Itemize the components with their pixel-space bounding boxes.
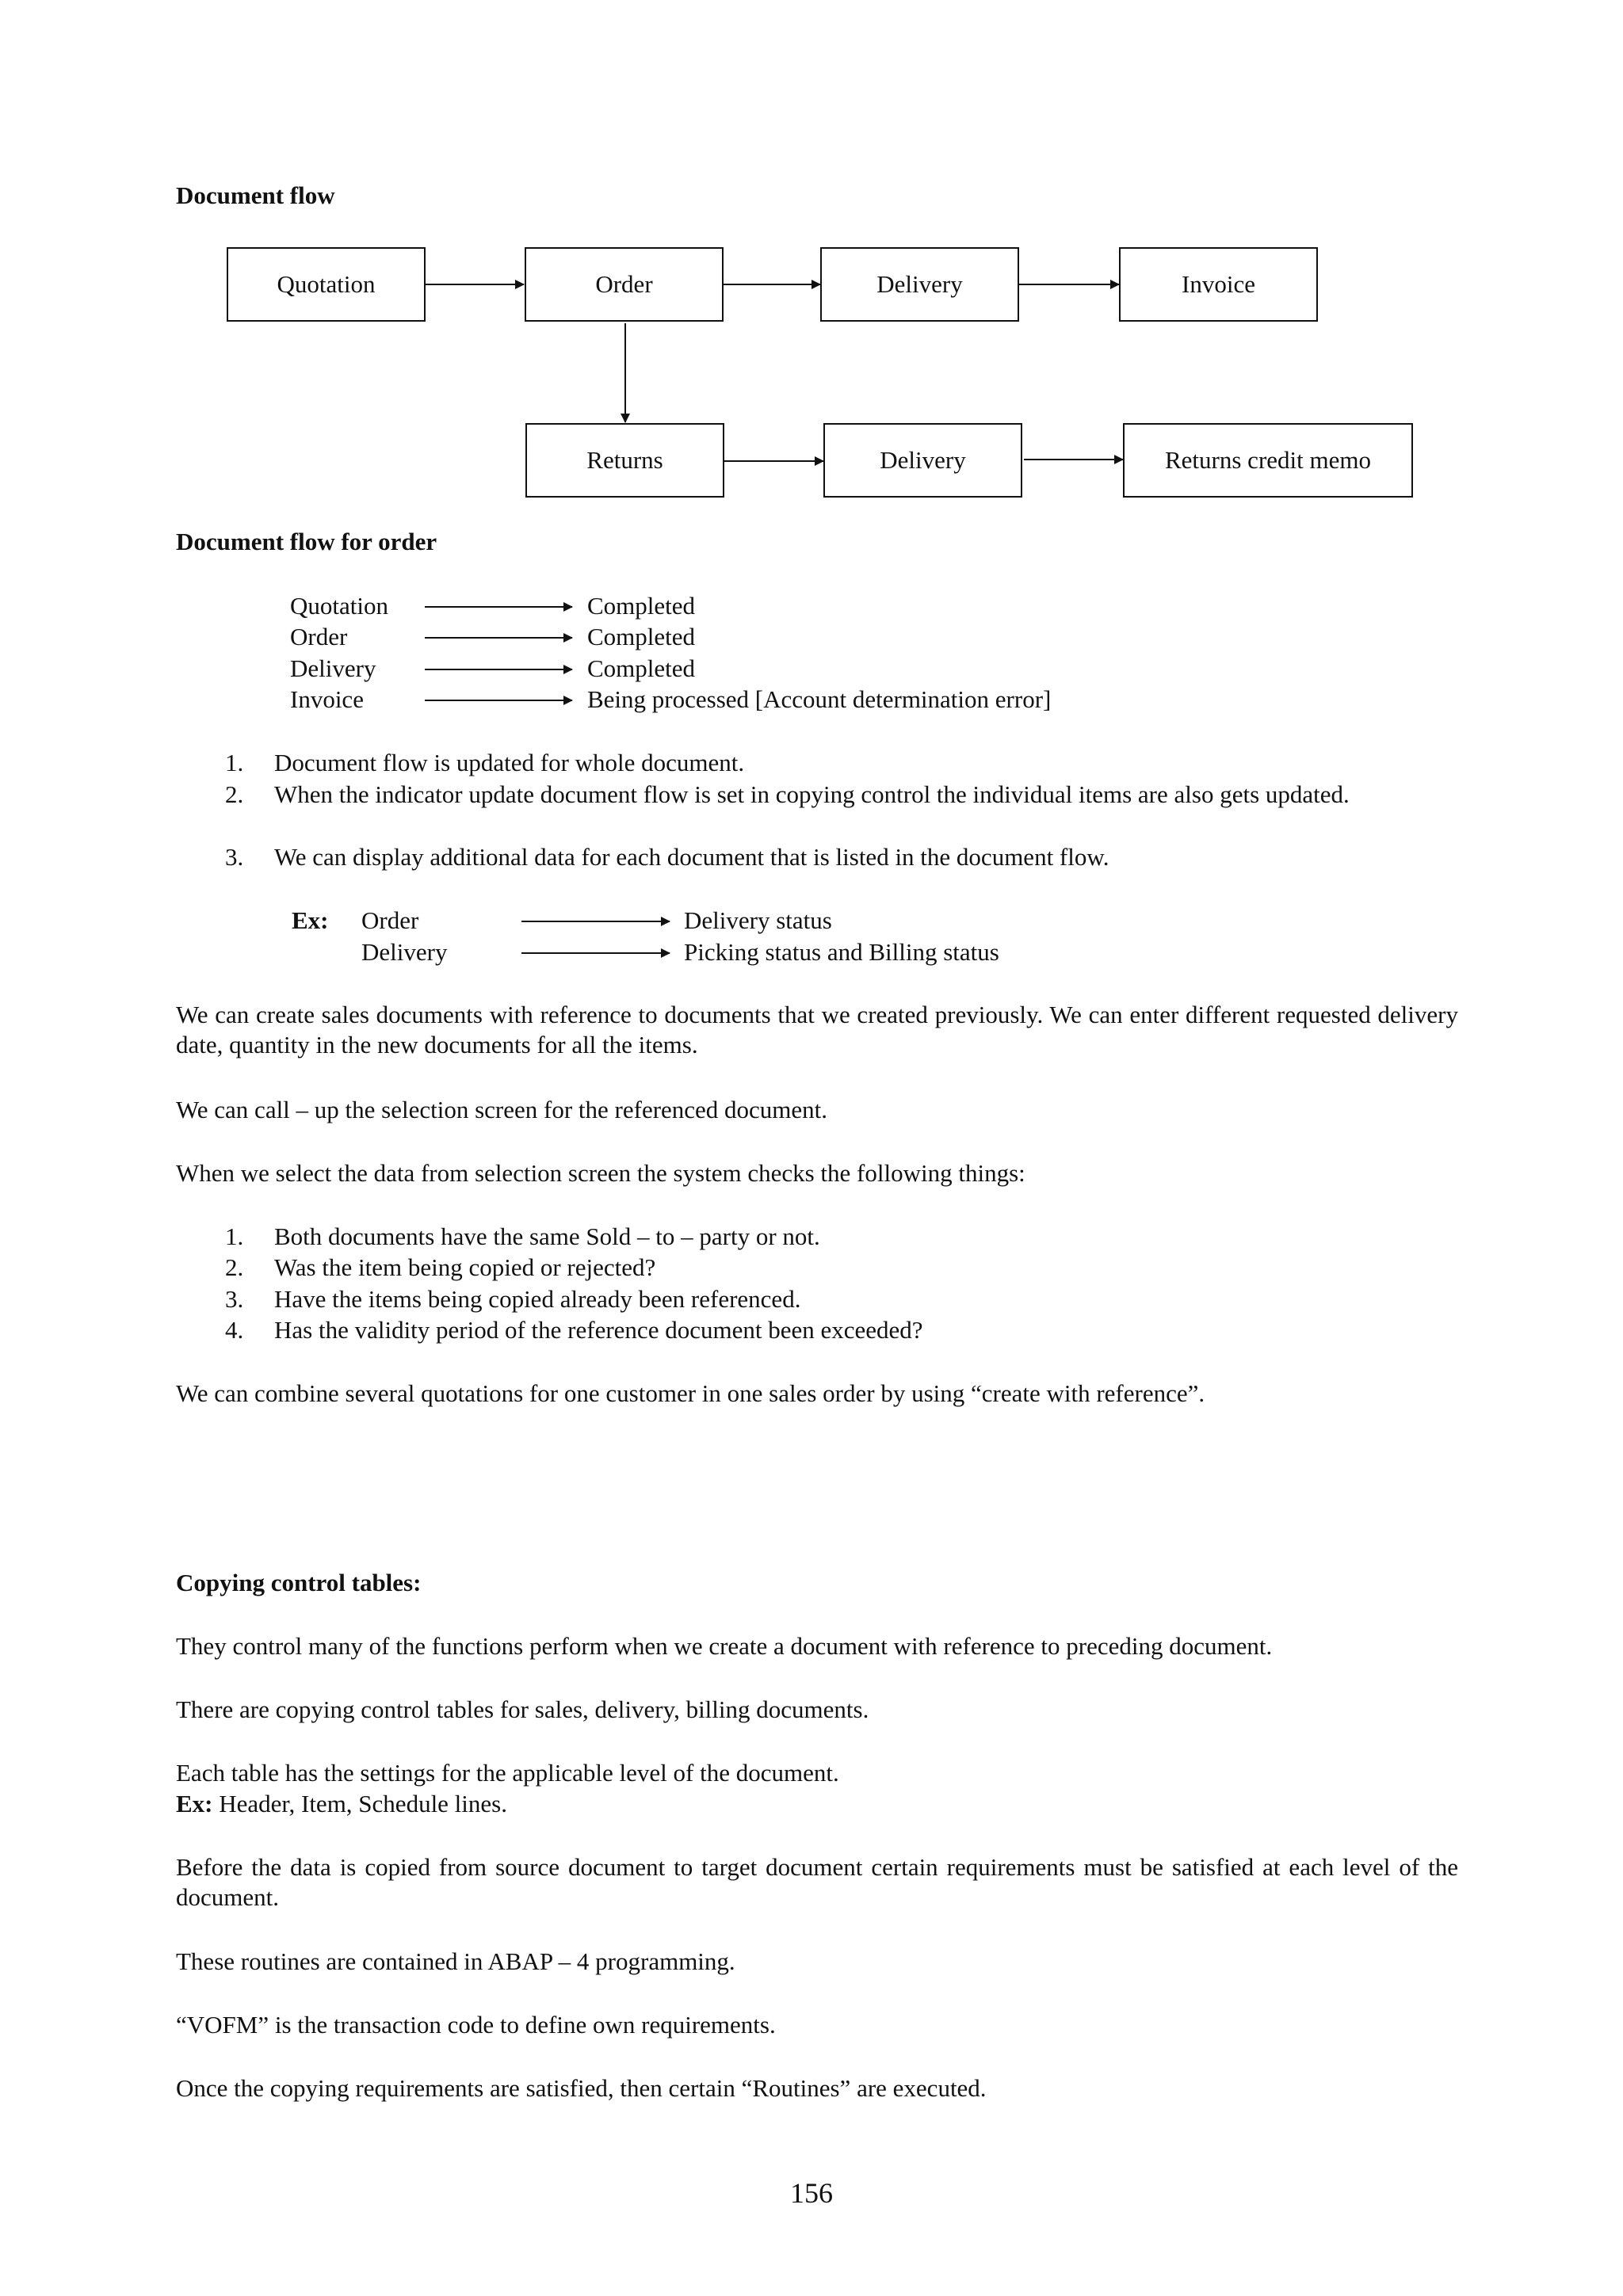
list-item: Has the validity period of the reference document been exceeded? bbox=[274, 1316, 923, 1344]
paragraph: They control many of the functions perform when we create a document with reference to preceding document. bbox=[176, 1632, 1273, 1660]
paragraph: “VOFM” is the transaction code to define own requirements. bbox=[176, 2011, 776, 2039]
order-flow-status: Completed bbox=[587, 654, 696, 682]
order-flow-doc: Invoice bbox=[290, 685, 364, 713]
paragraph: We can combine several quotations for one customer in one sales order by using “create with reference”. bbox=[176, 1379, 1205, 1407]
paragraph: We can create sales documents with reference to documents that we created previously. We can enter different requested delivery date, quantity in the new documents for all the items. bbox=[176, 1001, 1458, 1058]
flow-box-delivery: Delivery bbox=[820, 247, 1019, 322]
list-number: 4. bbox=[225, 1316, 244, 1344]
paragraph: We can call – up the selection screen for the referenced document. bbox=[176, 1096, 828, 1123]
paragraph: Before the data is copied from source document to target document certain requirements must be satisfied at each level of the document. bbox=[176, 1853, 1458, 1911]
example-label: Ex: bbox=[176, 1790, 213, 1817]
flow-box-invoice: Invoice bbox=[1119, 247, 1318, 322]
flow-box-returns: Returns bbox=[525, 423, 724, 498]
flow-box-quotation: Quotation bbox=[227, 247, 426, 322]
list-item: Both documents have the same Sold – to – party or not. bbox=[274, 1222, 820, 1250]
example-doc: Order bbox=[361, 906, 419, 934]
order-flow-doc: Order bbox=[290, 623, 348, 650]
example-status: Delivery status bbox=[684, 906, 832, 934]
section-heading-copying-control-tables: Copying control tables: bbox=[176, 1569, 422, 1596]
list-item: Document flow is updated for whole document. bbox=[274, 749, 745, 776]
flow-box-returns-credit-memo: Returns credit memo bbox=[1123, 423, 1413, 498]
order-flow-status: Completed bbox=[587, 592, 696, 620]
order-flow-status: Completed bbox=[587, 623, 696, 650]
list-item: Have the items being copied already been referenced. bbox=[274, 1285, 801, 1313]
list-number: 1. bbox=[225, 1222, 244, 1250]
page-number: 156 bbox=[790, 2177, 833, 2209]
paragraph: These routines are contained in ABAP – 4 programming. bbox=[176, 1947, 735, 1975]
paragraph-example bbox=[176, 1789, 507, 1819]
paragraph: Each table has the settings for the applicable level of the document. bbox=[176, 1759, 839, 1787]
list-number: 3. bbox=[225, 843, 244, 871]
list-item: When the indicator update document flow is set in copying control the individual items are also gets updated. bbox=[274, 780, 1350, 808]
order-flow-status: Being processed [Account determination error] bbox=[587, 685, 1052, 713]
example-label: Ex: bbox=[292, 906, 329, 934]
list-number: 3. bbox=[225, 1285, 244, 1313]
paragraph: When we select the data from selection screen the system checks the following things: bbox=[176, 1159, 1025, 1187]
list-item: Was the item being copied or rejected? bbox=[274, 1253, 656, 1281]
flow-box-order: Order bbox=[525, 247, 724, 322]
example-doc: Delivery bbox=[361, 938, 448, 966]
order-flow-doc: Delivery bbox=[290, 654, 376, 682]
flow-box-returns-delivery: Delivery bbox=[823, 423, 1022, 498]
section-heading-document-flow: Document flow bbox=[176, 181, 335, 209]
section-heading-document-flow-for-order: Document flow for order bbox=[176, 528, 437, 555]
list-item: We can display additional data for each document that is listed in the document flow. bbox=[274, 843, 1109, 871]
list-number: 1. bbox=[225, 749, 244, 776]
paragraph: Once the copying requirements are satisfied, then certain “Routines” are executed. bbox=[176, 2074, 987, 2102]
list-number: 2. bbox=[225, 1253, 244, 1281]
example-text: Header, Item, Schedule lines. bbox=[219, 1790, 507, 1817]
example-status: Picking status and Billing status bbox=[684, 938, 999, 966]
paragraph: There are copying control tables for sales, delivery, billing documents. bbox=[176, 1695, 869, 1723]
list-number: 2. bbox=[225, 780, 244, 808]
order-flow-doc: Quotation bbox=[290, 592, 388, 620]
